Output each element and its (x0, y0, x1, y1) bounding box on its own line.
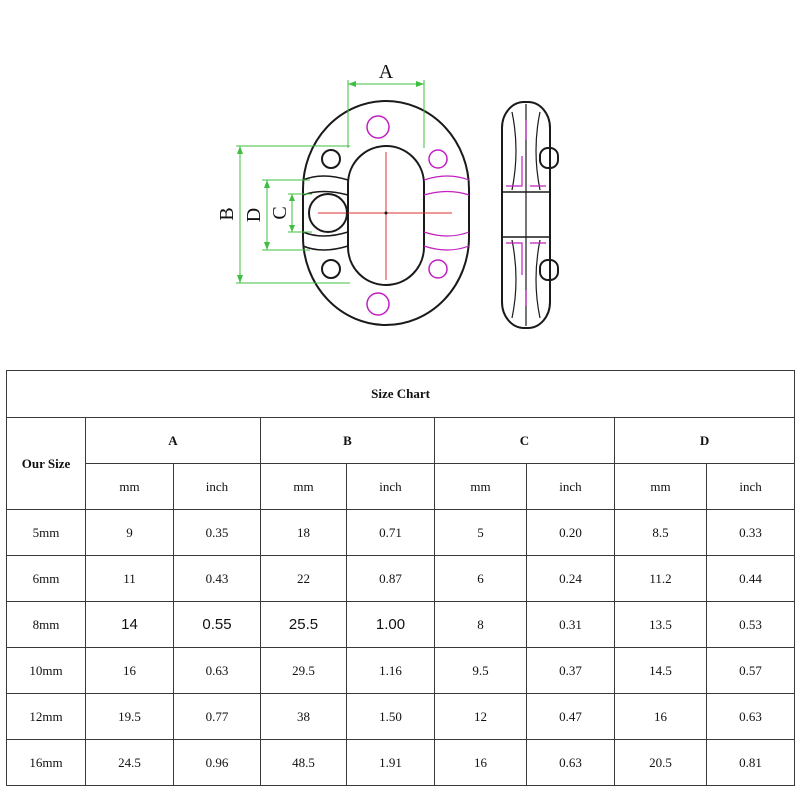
left-upper-bridge (303, 176, 348, 195)
d-mm-cell: 20.5 (615, 740, 707, 786)
table-row (7, 602, 795, 648)
table-row (7, 694, 795, 740)
dimension-b-label: B (216, 207, 238, 221)
unit-header-d-mm: mm (615, 464, 707, 510)
a-mm-cell: 19.5 (86, 694, 174, 740)
a-mm-cell: 24.5 (86, 740, 174, 786)
b-mm-cell: 25.5 (261, 602, 347, 648)
table-row (7, 648, 795, 694)
d-mm-cell: 14.5 (615, 648, 707, 694)
side-view (502, 102, 558, 328)
size-cell: 8mm (7, 602, 86, 648)
dimension-a-label: A (378, 61, 394, 83)
c-mm-cell: 12 (435, 694, 527, 740)
b-inch-cell: 0.87 (347, 556, 435, 602)
b-inch-cell: 1.16 (347, 648, 435, 694)
c-mm-cell: 8 (435, 602, 527, 648)
unit-header-b-mm: mm (261, 464, 347, 510)
unit-header-c-mm: mm (435, 464, 527, 510)
a-inch-cell: 0.35 (174, 510, 261, 556)
d-mm-cell: 8.5 (615, 510, 707, 556)
size-cell: 5mm (7, 510, 86, 556)
d-inch-cell: 0.53 (707, 602, 795, 648)
c-mm-cell: 16 (435, 740, 527, 786)
c-inch-cell: 0.31 (527, 602, 615, 648)
dimension-d-label: D (243, 207, 265, 223)
right-lower-hole-hidden (429, 260, 447, 278)
left-lower-hole (322, 260, 340, 278)
unit-header-c-inch: inch (527, 464, 615, 510)
left-upper-hole (322, 150, 340, 168)
group-header-d: D (615, 418, 795, 464)
a-inch-cell: 0.96 (174, 740, 261, 786)
table-row (7, 510, 795, 556)
d-mm-cell: 16 (615, 694, 707, 740)
size-cell: 6mm (7, 556, 86, 602)
top-hole-hidden (367, 116, 389, 138)
our-size-header: Our Size (7, 418, 86, 510)
a-mm-cell: 14 (86, 602, 174, 648)
size-cell: 10mm (7, 648, 86, 694)
bottom-hole-hidden (367, 293, 389, 315)
dimension-c-label: C (269, 206, 291, 220)
c-mm-cell: 6 (435, 556, 527, 602)
group-header-b: B (261, 418, 435, 464)
c-mm-cell: 5 (435, 510, 527, 556)
table-row (7, 740, 795, 786)
c-inch-cell: 0.24 (527, 556, 615, 602)
unit-header-b-inch: inch (347, 464, 435, 510)
d-inch-cell: 0.44 (707, 556, 795, 602)
c-inch-cell: 0.20 (527, 510, 615, 556)
d-inch-cell: 0.57 (707, 648, 795, 694)
d-inch-cell: 0.33 (707, 510, 795, 556)
c-inch-cell: 0.47 (527, 694, 615, 740)
a-inch-cell: 0.63 (174, 648, 261, 694)
front-view (303, 101, 469, 325)
b-mm-cell: 48.5 (261, 740, 347, 786)
b-inch-cell: 0.71 (347, 510, 435, 556)
group-header-c: C (435, 418, 615, 464)
c-inch-cell: 0.37 (527, 648, 615, 694)
d-inch-cell: 0.81 (707, 740, 795, 786)
d-inch-cell: 0.63 (707, 694, 795, 740)
dimension-arrows (237, 81, 424, 283)
dimension-lines (236, 80, 424, 283)
right-upper-bridge-hidden (424, 176, 469, 195)
unit-header-d-inch: inch (707, 464, 795, 510)
a-mm-cell: 9 (86, 510, 174, 556)
right-upper-hole-hidden (429, 150, 447, 168)
size-cell: 12mm (7, 694, 86, 740)
a-mm-cell: 16 (86, 648, 174, 694)
a-inch-cell: 0.77 (174, 694, 261, 740)
b-mm-cell: 38 (261, 694, 347, 740)
left-lower-bridge (303, 232, 348, 250)
group-header-a: A (86, 418, 261, 464)
unit-header-a-inch: inch (174, 464, 261, 510)
size-cell: 16mm (7, 740, 86, 786)
d-mm-cell: 13.5 (615, 602, 707, 648)
size-chart-title: Size Chart (7, 371, 795, 418)
d-mm-cell: 11.2 (615, 556, 707, 602)
unit-header-a-mm: mm (86, 464, 174, 510)
a-inch-cell: 0.55 (174, 602, 261, 648)
b-mm-cell: 18 (261, 510, 347, 556)
b-inch-cell: 1.91 (347, 740, 435, 786)
a-inch-cell: 0.43 (174, 556, 261, 602)
a-mm-cell: 11 (86, 556, 174, 602)
b-inch-cell: 1.00 (347, 602, 435, 648)
link-technical-drawing (0, 0, 800, 360)
table-row (7, 556, 795, 602)
size-chart-table (6, 370, 795, 786)
b-inch-cell: 1.50 (347, 694, 435, 740)
c-inch-cell: 0.63 (527, 740, 615, 786)
c-mm-cell: 9.5 (435, 648, 527, 694)
b-mm-cell: 29.5 (261, 648, 347, 694)
b-mm-cell: 22 (261, 556, 347, 602)
right-lower-bridge-hidden (424, 232, 469, 250)
